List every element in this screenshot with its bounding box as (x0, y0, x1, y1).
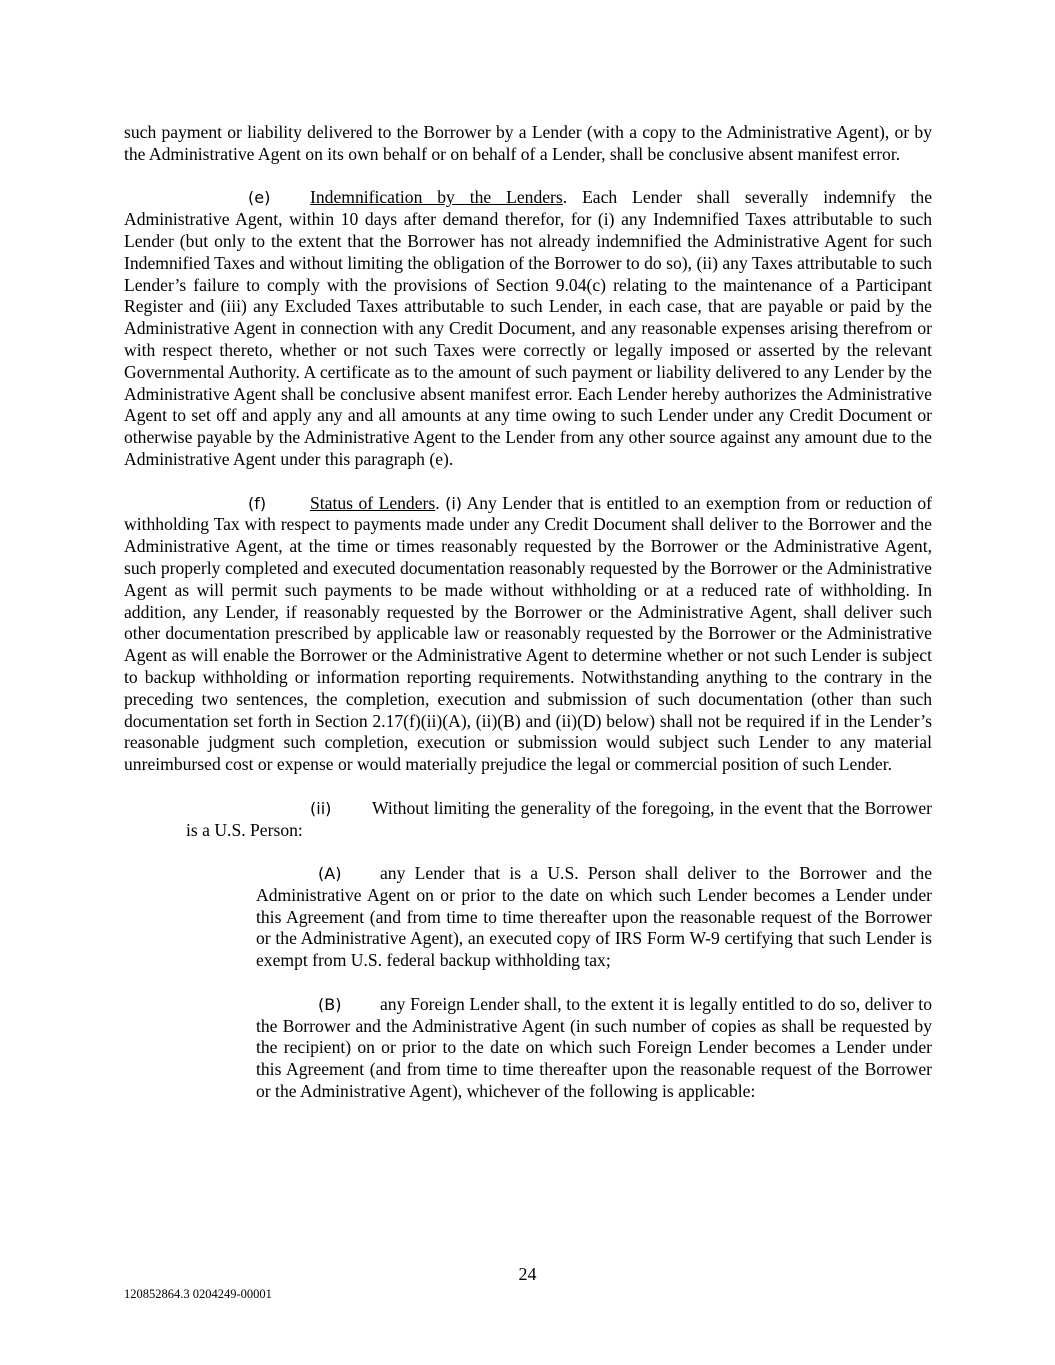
section-f-body: Any Lender that is entitled to an exemption from or reduction of withholding Tax with respect to payments made under any Credit Document shall deliver to the Borrower and the Administrative Agent, at the time or times reasonably requested by the Borrower or the Administrative Agent, such properly completed and executed documentation reasonably requested by the Borrower or the Administrative Agent as will permit such payments to be made without withholding or at a reduced rate of withholding. In addition, any Lender, if reasonably requested by the Borrower or the Administrative Agent, shall deliver such other documentation prescribed by applicable law or reasonably requested by the Borrower or the Administrative Agent as will enable the Borrower or the Administrative Agent to determine whether or not such Lender is subject to backup withholding or information reporting requirements. Notwithstanding anything to the contrary in the preceding two sentences, the completion, execution and submission of such documentation (other than such documentation set forth in Section 2.17(f)(ii)(A), (ii)(B) and (ii)(D) below) shall not be required if in the Lender’s reasonable judgment such completion, execution or submission would subject such Lender to any material unreimbursed cost or expense or would materially prejudice the legal or commercial position of such Lender. (124, 492, 933, 775)
section-a-body: any Lender that is a U.S. Person shall deliver to the Borrower and the Administrative Agent on or prior to the date on which such Lender becomes a Lender under this Agreement (and from time to time thereafter upon the reasonable request of the Borrower or the Administrative Agent), an executed copy of IRS Form W-9 certifying that such Lender is exempt from U.S. federal backup withholding tax; (256, 863, 932, 971)
section-b-body: any Foreign Lender shall, to the extent it is legally entitled to do so, deliver to the Borrower and the Administrative Agent (in such number of copies as shall be requested by the recipient) on or prior to the date on which such Foreign Lender becomes a Lender under this Agreement (and from time to time thereafter upon the reasonable request of the Borrower or the Administrative Agent), whichever of the following is applicable: (256, 993, 932, 1102)
section-b-paragraph (256, 994, 932, 1103)
section-e-paragraph (124, 187, 932, 470)
section-b-number: (B) (318, 994, 342, 1014)
section-ii-paragraph (186, 798, 932, 842)
section-f-number: (f) (248, 493, 267, 513)
document-id: 120852864.3 0204249-00001 (124, 1287, 272, 1301)
section-a-paragraph (256, 863, 932, 972)
section-e-body: . Each Lender shall severally indemnify the Administrative Agent, within 10 days after demand therefor, for (i) any Indemnified Taxes attributable to such Lender (but only to the extent that the Borrower has not already indemnified the Administrative Agent for such Indemnified Taxes and without limiting the obligation of the Borrower to do so), (ii) any Taxes attributable to such Lender’s failure to comply with the provisions of Section 9.04(c) relating to the maintenance of a Participant Register and (iii) any Excluded Taxes attributable to such Lender, in each case, that are payable or paid by the Administrative Agent in connection with any Credit Document, and any reasonable expenses arising therefrom or with respect thereto, whether or not such Taxes were correctly or legally imposed or asserted by the relevant Governmental Authority. A certificate as to the amount of such payment or liability delivered to any Lender by the Administrative Agent shall be conclusive absent manifest error. Each Lender hereby authorizes the Administrative Agent to set off and apply any and all amounts at any time owing to such Lender under any Credit Document or otherwise payable by the Administrative Agent to the Lender from any other source against any amount due to the Administrative Agent under this paragraph (e). (124, 187, 932, 469)
intro-paragraph (124, 122, 932, 166)
section-f-paragraph (124, 493, 932, 776)
intro-text: such payment or liability delivered to the Borrower by a Lender (with a copy to the Administrative Agent), or by the Administrative Agent on its own behalf or on behalf of a Lender, shall be conclusive absent manifest error. (124, 122, 932, 164)
section-a-number: (A) (318, 864, 342, 884)
section-f-separator: . (435, 492, 446, 513)
section-ii-number: (ii) (310, 798, 332, 818)
document-page (124, 122, 932, 1103)
section-f-sub-number: (i) (445, 493, 463, 513)
section-e-number: (e) (248, 188, 271, 208)
page-number: 24 (518, 1264, 537, 1284)
section-f-heading: Status of Lenders (310, 492, 436, 513)
section-ii-body: Without limiting the generality of the foregoing, in the event that the Borrower is a U.S. Person: (186, 797, 932, 840)
section-e-heading: Indemnification by the Lenders (310, 187, 563, 208)
